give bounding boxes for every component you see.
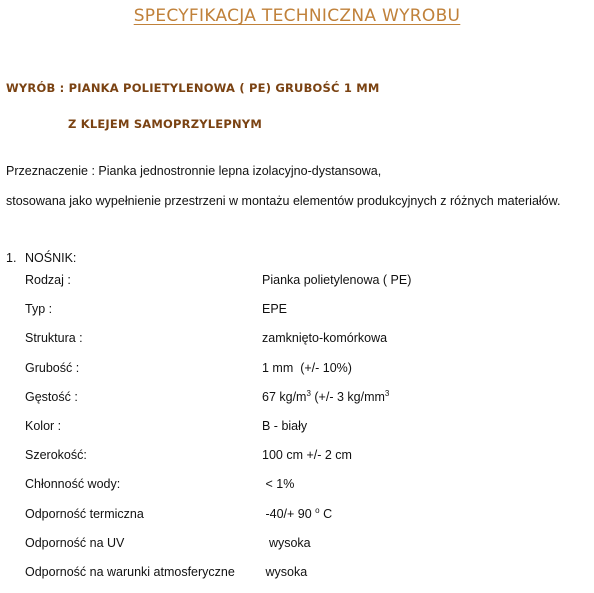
spec-value: wysoka — [262, 535, 311, 550]
spec-row-chlonnosc — [25, 469, 585, 498]
purpose-text-line-1: Przeznaczenie : Pianka jednostronnie lepna izolacyjno-dystansowa, — [6, 164, 382, 178]
spec-row-typ — [25, 294, 585, 323]
purpose-text-line-2: stosowana jako wypełnienie przestrzeni w montażu elementów produkcyjnych z różnych materiałów. — [6, 194, 561, 208]
spec-label: Odporność na UV — [25, 535, 125, 550]
document-title — [0, 5, 594, 27]
spec-row-grubosc — [25, 353, 585, 382]
spec-value-part: 67 kg/m — [262, 389, 307, 404]
section-heading — [6, 251, 76, 265]
section-number: 1. — [6, 251, 17, 265]
spec-label: Odporność termiczna — [25, 506, 144, 521]
section-title: NOŚNIK: — [25, 251, 77, 265]
spec-label: Gęstość : — [25, 389, 78, 404]
spec-value — [262, 507, 332, 521]
spec-value: 1 mm (+/- 10%) — [262, 360, 352, 375]
product-heading-line-1: WYRÓB : PIANKA POLIETYLENOWA ( PE) GRUBOŚĆ 1 MM — [6, 81, 380, 95]
spec-label: Chłonność wody: — [25, 477, 121, 492]
spec-row-odpornosc-atmosferyczna — [25, 557, 585, 586]
spec-row-gestosc — [25, 382, 585, 411]
superscript: 3 — [384, 388, 390, 398]
spec-label: Grubość : — [25, 360, 80, 375]
spec-value: wysoka — [262, 564, 308, 579]
spec-table — [25, 265, 585, 586]
spec-value: 100 cm +/- 2 cm — [262, 448, 352, 463]
spec-row-odpornosc-termiczna — [25, 499, 585, 528]
degree-superscript: o — [315, 505, 320, 515]
spec-label: Kolor : — [25, 418, 62, 433]
spec-value: EPE — [262, 302, 288, 317]
spec-row-struktura — [25, 323, 585, 352]
spec-label: Struktura : — [25, 331, 83, 346]
spec-row-odpornosc-uv — [25, 528, 585, 557]
spec-label: Rodzaj : — [25, 273, 71, 287]
product-heading-line-2: Z KLEJEM SAMOPRZYLEPNYM — [68, 117, 262, 131]
spec-value: B - biały — [262, 418, 308, 433]
spec-label: Odporność na warunki atmosferyczne — [25, 564, 235, 579]
spec-row-szerokosc — [25, 440, 585, 469]
spec-value-part: -40/+ 90 — [262, 506, 316, 521]
document-title-text: SPECYFIKACJA TECHNICZNA WYROBU — [133, 6, 461, 26]
spec-value — [262, 390, 389, 404]
spec-value: zamknięto-komórkowa — [262, 331, 388, 346]
spec-value-part: C — [319, 506, 333, 521]
spec-value-part: (+/- 3 kg/mm — [310, 389, 385, 404]
spec-label: Typ : — [25, 302, 53, 317]
spec-row-kolor — [25, 411, 585, 440]
spec-label: Szerokość: — [25, 448, 87, 463]
spec-value: < 1% — [262, 477, 295, 492]
superscript: 3 — [306, 388, 311, 398]
spec-row-rodzaj — [25, 265, 585, 294]
spec-value: Pianka polietylenowa ( PE) — [262, 273, 412, 287]
